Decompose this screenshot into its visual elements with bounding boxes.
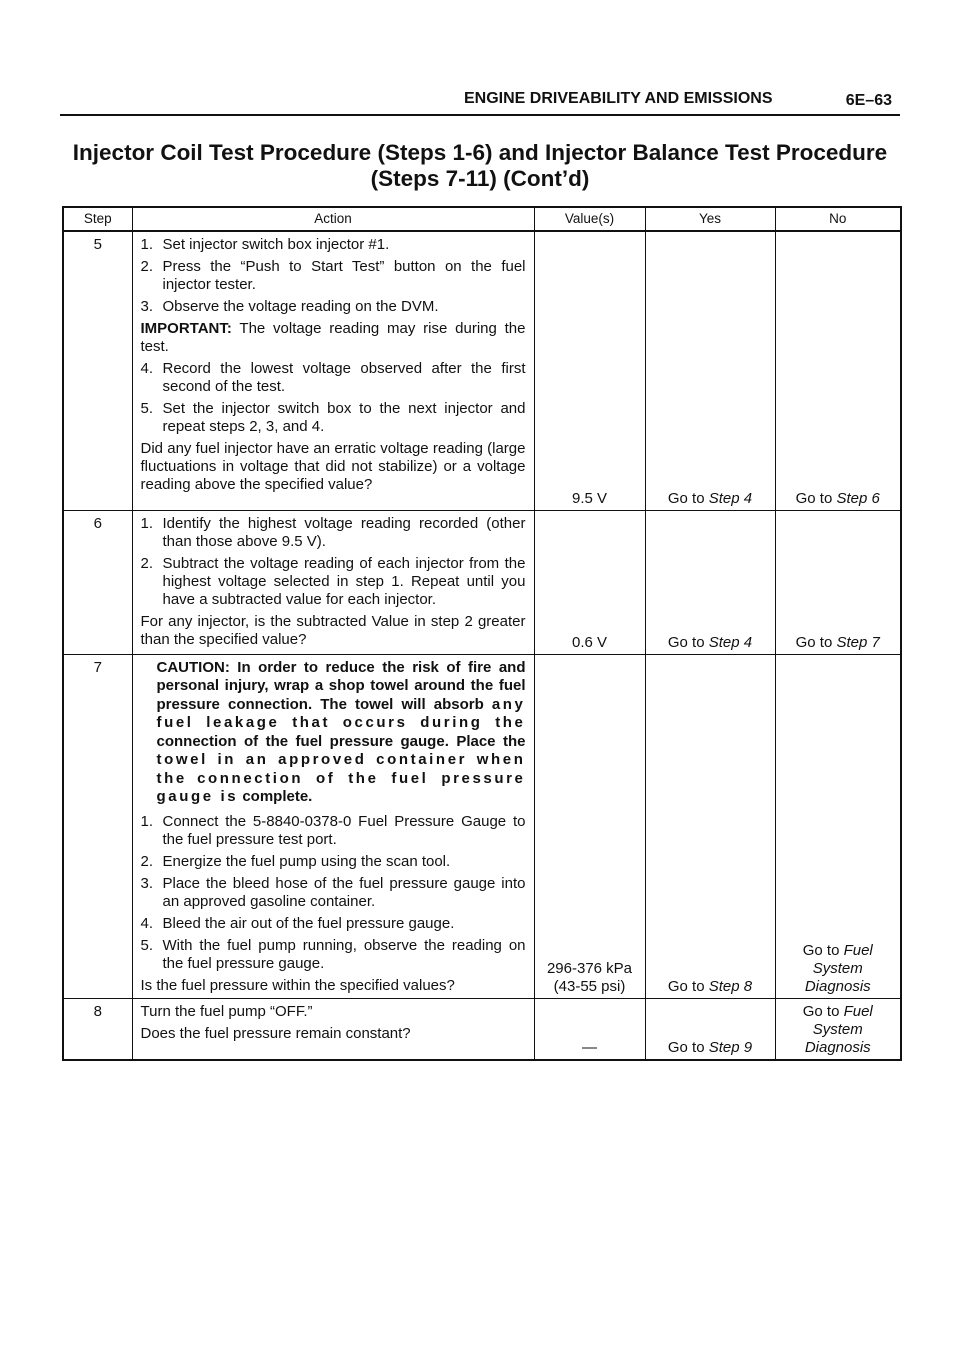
column-header-values: Value(s) [534, 207, 645, 231]
table-row-step-7 [63, 654, 901, 998]
page-header [60, 88, 900, 116]
list-item: 3. Observe the voltage reading on the DVM. [140, 298, 439, 315]
list-item: 3. Place the bleed hose of the fuel pressure gauge into an approved gasoline container. [140, 874, 526, 910]
list-item: 4. Bleed the air out of the fuel pressure gauge. [140, 914, 455, 932]
list-item: 5. Set the injector switch box to the next injector and repeat steps 2, 3, and 4. [140, 400, 526, 435]
column-header-yes: Yes [645, 207, 775, 231]
action-cell [132, 231, 534, 510]
action-cell [132, 654, 534, 998]
list-item: 1. Connect the 5-8840-0378-0 Fuel Pressure Gauge to the fuel pressure test port. [140, 812, 526, 848]
list-item: 1. Set injector switch box injector #1. [140, 236, 390, 253]
list-item: 2. Press the “Push to Start Test” button on the fuel injector tester. [140, 258, 526, 293]
procedure-table [62, 206, 902, 1061]
no-cell: Go to Fuel System Diagnosis [775, 998, 901, 1060]
step-question: Is the fuel pressure within the specified values? [140, 976, 455, 994]
page-title [60, 140, 900, 192]
caution-note: CAUTION: In order to reduce the risk of fire and personal injury, wrap a shop towel around the fuel pressure connection. The towel will absorb any fuel leakage that occurs during the connection of the fuel pressure gauge. Place the towel in an approved container when the connection of the fuel pressure gauge is complete. [156, 658, 526, 805]
step-number: 5 [63, 231, 132, 510]
step-reference: Step 4 [708, 633, 753, 651]
step-question: Did any fuel injector have an erratic voltage reading (large fluctuations in voltage that did not stabilize) or a voltage reading above the specified value? [140, 440, 526, 493]
value-cell: 9.5 V [534, 231, 645, 510]
column-header-action: Action [132, 207, 534, 231]
page-title-line-2: (Steps 7-11) (Cont’d) [370, 166, 590, 191]
table-row-step-8 [63, 998, 901, 1060]
table-row-step-6 [63, 510, 901, 654]
list-item: 4. Record the lowest voltage observed after the first second of the test. [140, 360, 526, 395]
list-item: 1. Identify the highest voltage reading recorded (other than those above 9.5 V). [140, 514, 526, 550]
step-question: Does the fuel pressure remain constant? [140, 1024, 411, 1042]
value-cell: 0.6 V [534, 510, 645, 654]
table-header-row [63, 207, 901, 231]
step-reference: Fuel [843, 1003, 873, 1020]
important-label: IMPORTANT: [140, 320, 232, 337]
yes-cell: Go to Step 9 [645, 998, 775, 1060]
list-item: 2. Subtract the voltage reading of each injector from the highest voltage selected in step 1. Repeat until you have a subtracted value for each injector. [140, 554, 526, 608]
value-cell: — [534, 998, 645, 1060]
step-number: 8 [63, 998, 132, 1060]
list-item: 5. With the fuel pump running, observe the reading on the fuel pressure gauge. [140, 936, 526, 972]
value-cell: 296-376 kPa (43-55 psi) [534, 654, 645, 998]
header-rule [60, 114, 900, 116]
no-cell: Go to Fuel System Diagnosis [775, 654, 901, 998]
step-reference: Step 9 [708, 1039, 753, 1056]
list-item: 2. Energize the fuel pump using the scan tool. [140, 852, 451, 870]
column-header-step: Step [63, 207, 132, 231]
step-reference: Fuel [843, 941, 873, 959]
step-number: 7 [63, 654, 132, 998]
section-title: ENGINE DRIVEABILITY AND EMISSIONS [464, 90, 773, 107]
page-title-line-1: Injector Coil Test Procedure (Steps 1-6) and Injector Balance Test Procedure [72, 140, 888, 165]
important-note [141, 320, 526, 356]
step-reference: Step 7 [836, 633, 880, 651]
page-number: 6E–63 [845, 92, 892, 109]
step-question: For any injector, is the subtracted Value in step 2 greater than the specified value? [140, 612, 526, 648]
yes-cell: Go to Step 4 [645, 231, 775, 510]
action-cell [132, 510, 534, 654]
step-reference: Step 8 [708, 977, 753, 995]
no-cell: Go to Step 7 [775, 510, 901, 654]
table-row-step-5 [63, 231, 901, 510]
column-header-no: No [775, 207, 901, 231]
step-action: Turn the fuel pump “OFF.” [140, 1002, 313, 1020]
step-reference: Step 6 [836, 489, 880, 507]
step-number: 6 [63, 510, 132, 654]
step-reference: Step 4 [708, 489, 753, 507]
action-cell [132, 998, 534, 1060]
yes-cell: Go to Step 4 [645, 510, 775, 654]
important-text: The voltage reading may rise during the test. [140, 320, 526, 355]
yes-cell: Go to Step 8 [645, 654, 775, 998]
no-cell: Go to Step 6 [775, 231, 901, 510]
